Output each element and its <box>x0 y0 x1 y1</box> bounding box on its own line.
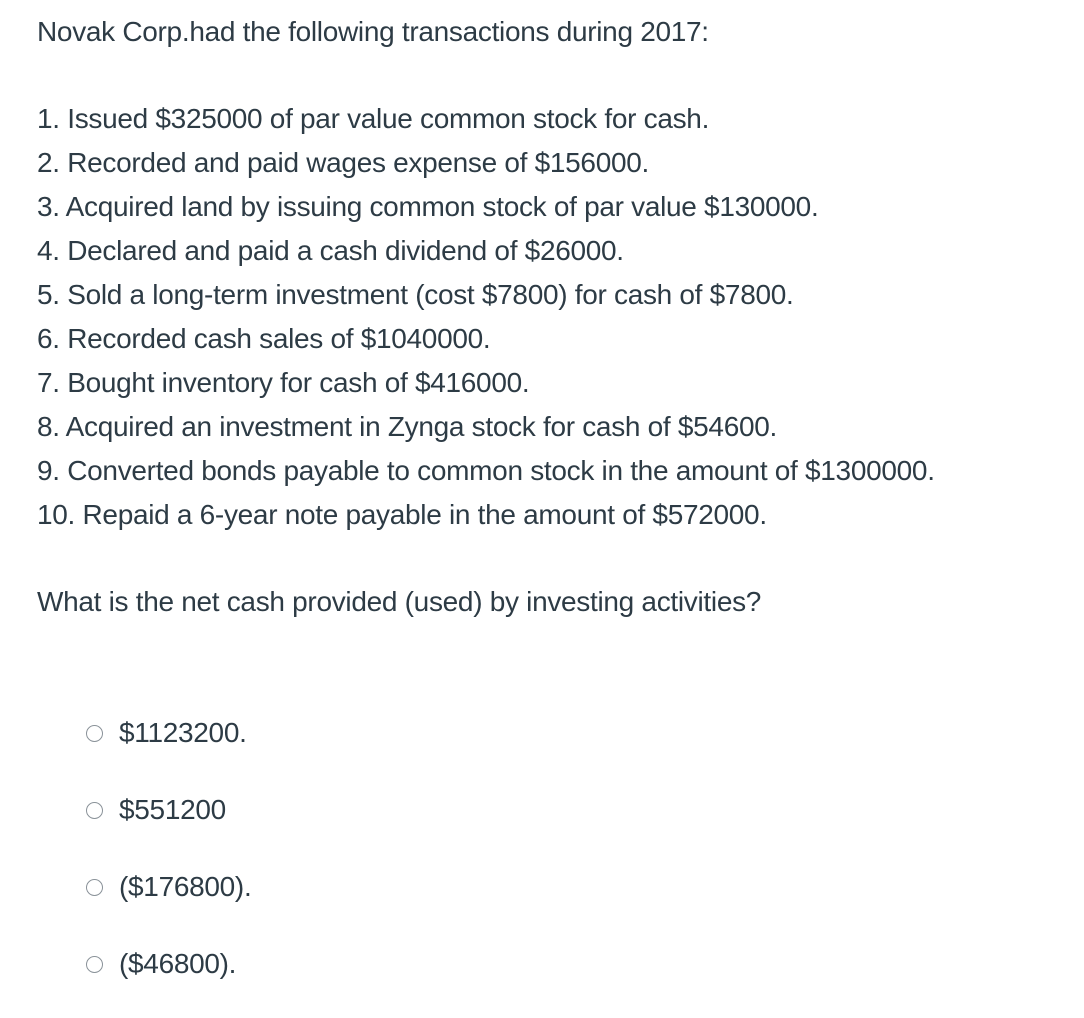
answer-option-1[interactable] <box>86 708 251 758</box>
answer-label[interactable]: ($176800). <box>119 871 252 902</box>
transaction-item: 2. Recorded and paid wages expense of $156000. <box>37 147 650 178</box>
answer-label[interactable]: $1123200. <box>119 717 247 748</box>
answer-option-3[interactable] <box>86 862 251 912</box>
transaction-item: 1. Issued $325000 of par value common stock for cash. <box>37 103 710 134</box>
radio-unchecked-icon[interactable] <box>86 956 103 973</box>
answer-option-2[interactable] <box>86 785 251 835</box>
transaction-item: 9. Converted bonds payable to common stock in the amount of $1300000. <box>37 455 935 486</box>
radio-unchecked-icon[interactable] <box>86 802 103 819</box>
transaction-item: 7. Bought inventory for cash of $416000. <box>37 367 530 398</box>
transaction-item: 3. Acquired land by issuing common stock of par value $130000. <box>37 191 819 222</box>
radio-unchecked-icon[interactable] <box>86 879 103 896</box>
transaction-item: 5. Sold a long-term investment (cost $7800) for cash of $7800. <box>37 279 794 310</box>
question-intro: Novak Corp.had the following transactions during 2017: <box>37 16 709 47</box>
transaction-item: 6. Recorded cash sales of $1040000. <box>37 323 491 354</box>
radio-unchecked-icon[interactable] <box>86 725 103 742</box>
answer-label[interactable]: ($46800). <box>119 948 237 979</box>
transaction-item: 10. Repaid a 6-year note payable in the amount of $572000. <box>37 499 767 530</box>
answer-label[interactable]: $551200 <box>119 794 226 825</box>
transaction-list <box>37 97 1077 537</box>
answer-options <box>86 708 251 1016</box>
question-text <box>37 10 1077 624</box>
answer-option-4[interactable] <box>86 939 251 989</box>
transaction-item: 4. Declared and paid a cash dividend of $26000. <box>37 235 624 266</box>
transaction-item: 8. Acquired an investment in Zynga stock for cash of $54600. <box>37 411 777 442</box>
question-prompt: What is the net cash provided (used) by investing activities? <box>37 586 762 617</box>
